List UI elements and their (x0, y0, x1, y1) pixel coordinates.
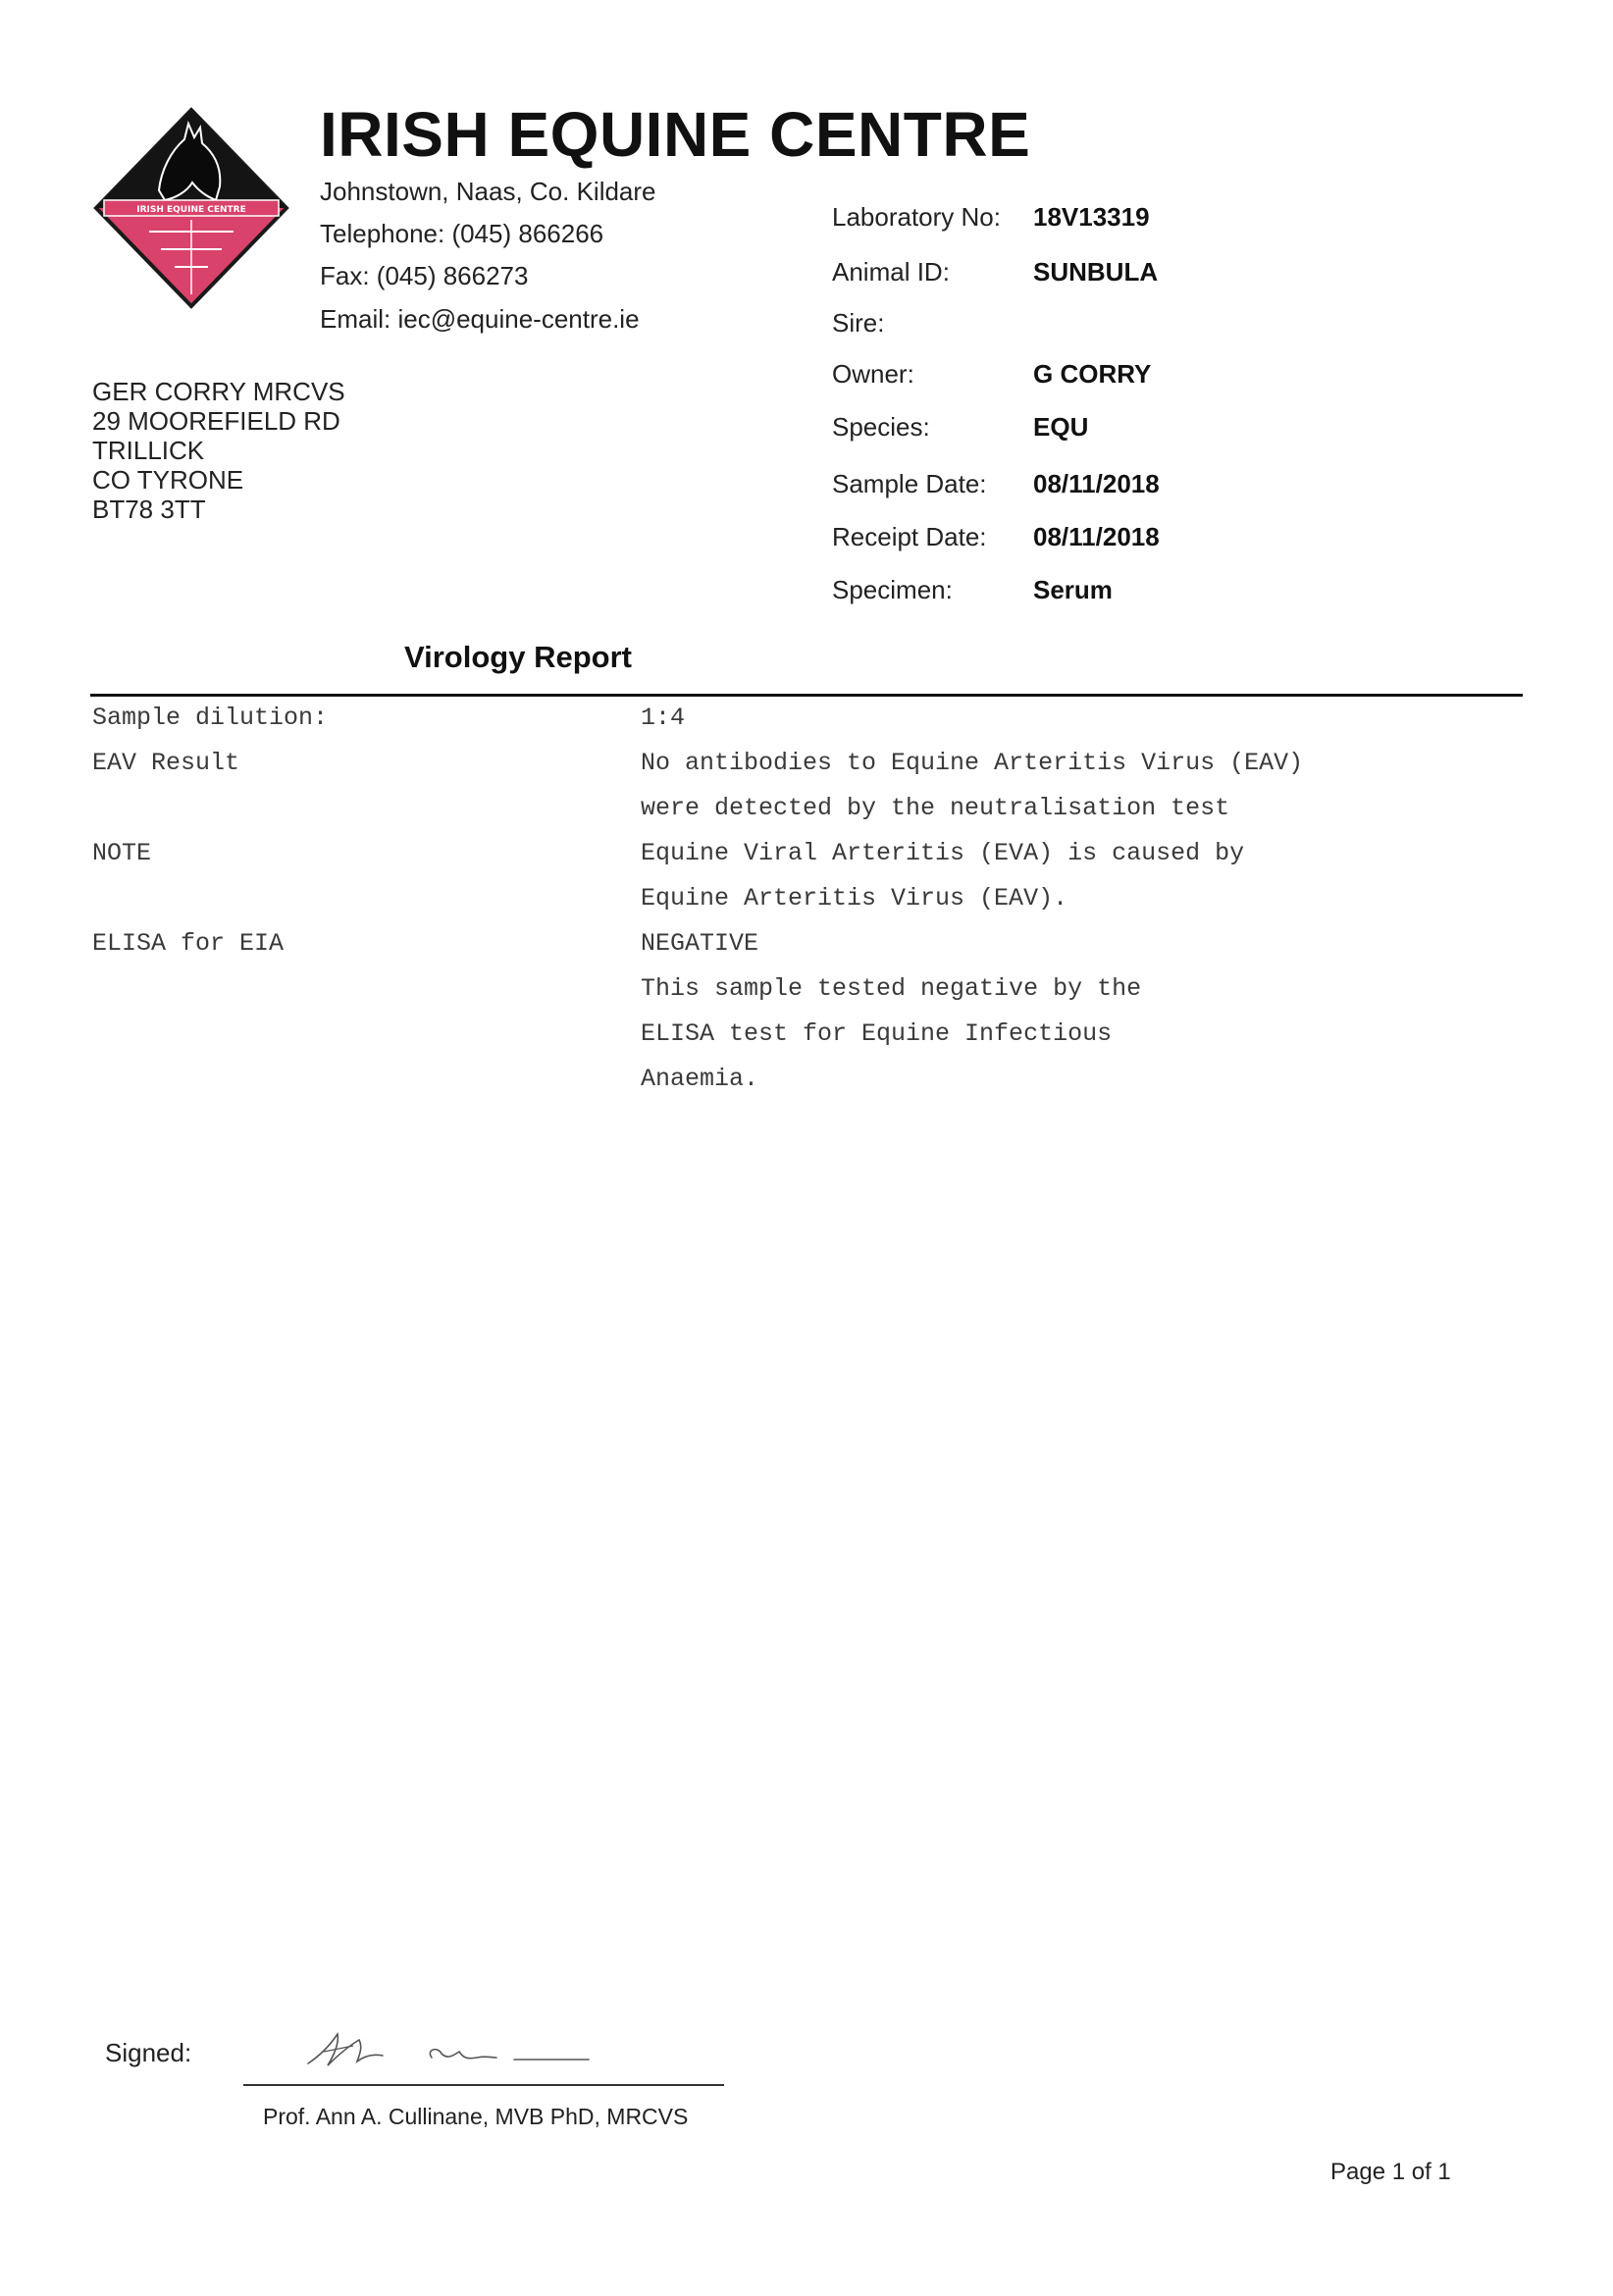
signature-line (243, 2084, 724, 2086)
organization-email: Email: iec@equine-centre.ie (320, 304, 640, 334)
organization-telephone: Telephone: (045) 866266 (320, 219, 604, 248)
recipient-line: 29 MOOREFIELD RD (92, 406, 340, 436)
animal-id-label: Animal ID: (832, 257, 950, 287)
result-value-line: This sample tested negative by the (641, 974, 1142, 1003)
sire-label: Sire: (832, 308, 885, 338)
logo-text: IRISH EQUINE CENTRE (136, 205, 246, 215)
receipt-date-label: Receipt Date: (832, 522, 987, 551)
organization-fax: Fax: (045) 866273 (320, 261, 529, 290)
laboratory-no-label: Laboratory No: (832, 202, 1001, 232)
handwritten-signature (294, 2016, 638, 2075)
signed-label: Signed: (105, 2038, 192, 2067)
owner-value: G CORRY (1033, 359, 1152, 389)
recipient-line: TRILLICK (92, 436, 205, 465)
result-label-elisa: ELISA for EIA (92, 929, 285, 958)
specimen-label: Specimen: (832, 575, 953, 604)
receipt-date-value: 08/11/2018 (1033, 522, 1160, 551)
species-label: Species: (832, 412, 930, 442)
sample-date-value: 08/11/2018 (1033, 469, 1160, 498)
laboratory-no-value: 18V13319 (1033, 202, 1150, 232)
animal-id-value: SUNBULA (1033, 257, 1159, 287)
result-value-line: No antibodies to Equine Arteritis Virus (EAV) (641, 749, 1304, 777)
report-title: Virology Report (404, 640, 632, 674)
specimen-value: Serum (1033, 575, 1113, 604)
result-label-note: NOTE (92, 839, 152, 867)
signatory-name: Prof. Ann A. Cullinane, MVB PhD, MRCVS (263, 2104, 689, 2129)
result-label-eav: EAV Result (92, 749, 240, 777)
result-value-line: Equine Viral Arteritis (EVA) is caused by (641, 839, 1245, 867)
result-value-line: were detected by the neutralisation test (641, 794, 1230, 822)
result-value-line: 1:4 (641, 704, 686, 732)
irish-equine-centre-logo (90, 102, 292, 314)
result-label-sample-dilution: Sample dilution: (92, 704, 329, 732)
result-value-line: Equine Arteritis Virus (EAV). (641, 884, 1068, 913)
recipient-line: BT78 3TT (92, 495, 206, 524)
result-value-line: Anaemia. (641, 1065, 759, 1093)
species-value: EQU (1033, 412, 1089, 442)
page-number: Page 1 of 1 (1330, 2159, 1451, 2185)
owner-label: Owner: (832, 359, 914, 389)
recipient-line: GER CORRY MRCVS (92, 377, 345, 406)
organization-address: Johnstown, Naas, Co. Kildare (320, 177, 656, 206)
result-value-line: NEGATIVE (641, 929, 759, 958)
organization-name: IRISH EQUINE CENTRE (320, 99, 1031, 170)
recipient-line: CO TYRONE (92, 465, 244, 495)
sample-date-label: Sample Date: (832, 469, 987, 498)
title-divider (90, 694, 1523, 697)
result-value-line: ELISA test for Equine Infectious (641, 1019, 1113, 1048)
